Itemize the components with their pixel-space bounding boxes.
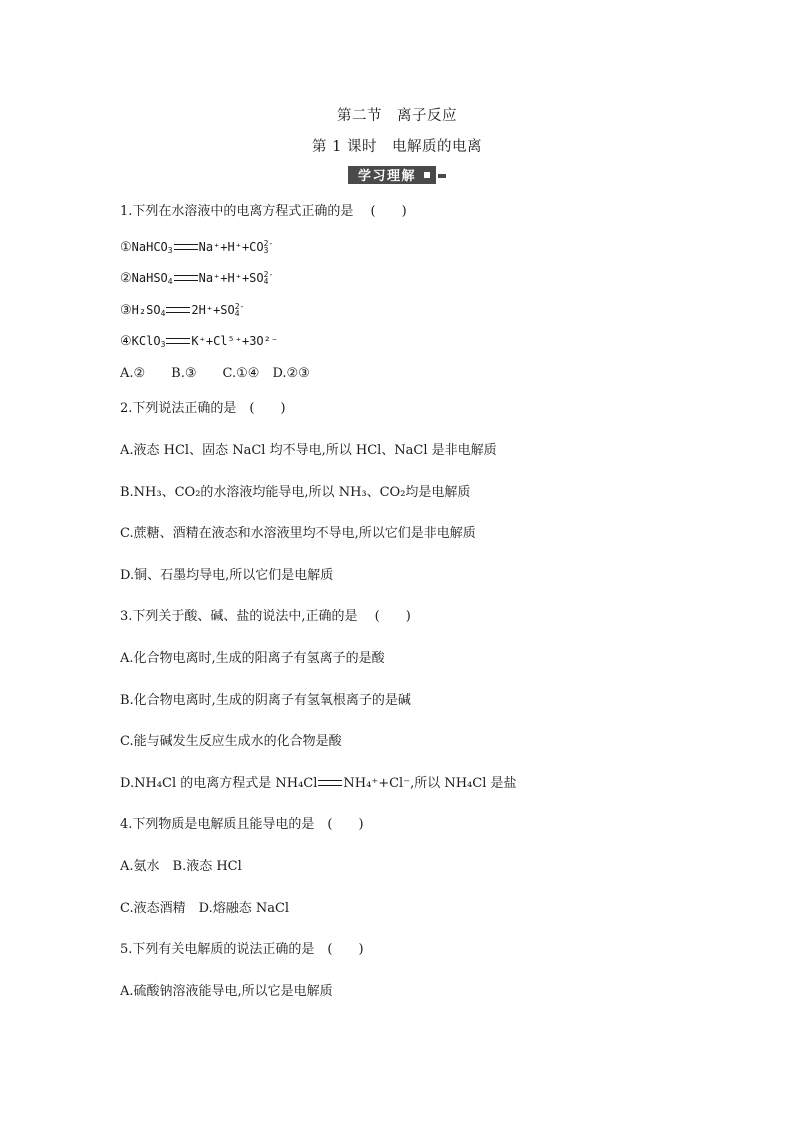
question-2-option-d: D.铜、石墨均导电,所以它们是电解质 xyxy=(120,568,334,583)
square-icon xyxy=(424,172,430,178)
question-1-choices: A.② B.③ C.①④ D.②③ xyxy=(120,366,310,381)
question-2-option-c: C.蔗糖、酒精在液态和水溶液里均不导电,所以它们是非电解质 xyxy=(120,526,476,541)
equals-sign xyxy=(166,338,190,344)
equals-sign xyxy=(318,780,342,786)
question-1-option-2: ②NaHSO$_4$ Na⁺+H⁺+SO 2- 4 xyxy=(120,269,274,286)
question-1-option-4: ④KClO$_3$ K⁺+Cl⁵⁺+3O²⁻ xyxy=(120,334,279,349)
question-4-options-ab: A.氨水 B.液态 HCl xyxy=(120,859,242,874)
question-1-option-1: ①NaHCO$_3$ Na⁺+H⁺+CO 2- 3 xyxy=(120,238,274,255)
question-5-stem: 5.下列有关电解质的说法正确的是 ( ) xyxy=(120,942,364,957)
equals-sign xyxy=(166,307,190,313)
question-3-option-a: A.化合物电离时,生成的阳离子有氢离子的是酸 xyxy=(120,651,385,666)
question-3-option-d: D.NH₄Cl 的电离方程式是 NH₄Cl NH₄⁺+Cl⁻,所以 NH₄Cl 是盐 xyxy=(120,776,517,791)
question-5-option-a: A.硫酸钠溶液能导电,所以它是电解质 xyxy=(120,984,333,999)
question-2-option-a: A.液态 HCl、固态 NaCl 均不导电,所以 HCl、NaCl 是非电解质 xyxy=(120,443,497,458)
question-2-option-b: B.NH₃、CO₂的水溶液均能导电,所以 NH₃、CO₂均是电解质 xyxy=(120,485,471,500)
question-4-options-cd: C.液态酒精 D.熔融态 NaCl xyxy=(120,901,290,916)
section-banner xyxy=(0,165,794,184)
question-3-option-b: B.化合物电离时,生成的阴离子有氢氧根离子的是碱 xyxy=(120,693,411,708)
question-1-stem: 1.下列在水溶液中的电离方程式正确的是 ( ) xyxy=(120,204,407,219)
lesson-title: 第 1 课时 电解质的电离 xyxy=(312,139,482,155)
question-3-option-c: C.能与碱发生反应生成水的化合物是酸 xyxy=(120,734,342,749)
banner-tail-decoration xyxy=(438,174,446,178)
question-2-stem: 2.下列说法正确的是 ( ) xyxy=(120,401,286,416)
question-3-stem: 3.下列关于酸、碱、盐的说法中,正确的是 ( ) xyxy=(120,609,411,624)
question-1-option-3: $③H_2SO_4$ 2H⁺+SO 2- 4 xyxy=(120,301,245,318)
equals-sign xyxy=(174,275,198,281)
question-4-stem: 4.下列物质是电解质且能导电的是 ( ) xyxy=(120,817,364,832)
banner-label: 学习理解 xyxy=(357,169,416,184)
section-title: 第二节 离子反应 xyxy=(337,108,457,124)
equals-sign xyxy=(174,244,198,250)
